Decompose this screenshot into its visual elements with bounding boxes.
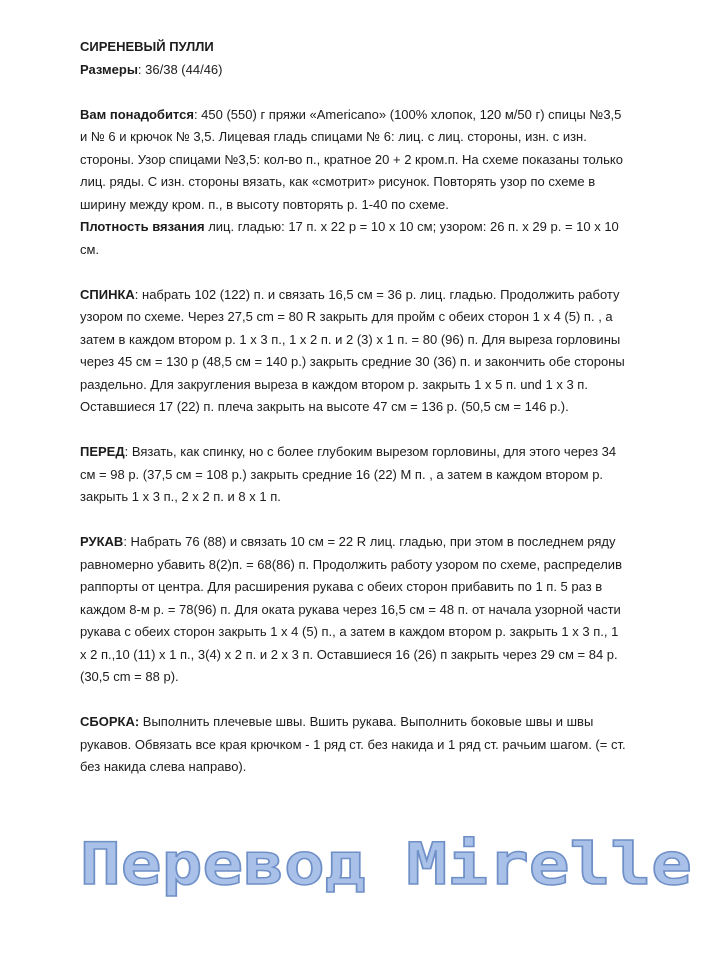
- gauge-line: см.: [80, 241, 100, 257]
- sleeve-line: раппорты от центра. Для расширения рукава с обеих сторон прибавить по 1 п. 5 раз в: [80, 579, 603, 594]
- sleeve-line: равномерно убавить 8(2)п. = 68(86) п. Продолжить работу узором по схеме, распределив: [80, 556, 622, 572]
- spacer: [80, 689, 680, 712]
- assembly-section: [80, 711, 680, 779]
- back-line: через 45 см = 130 р (48,5 см = 140 р.) закрыть средние 30 (36) п. и закончить обе стороны: [80, 354, 625, 369]
- sizes-text: : 36/38 (44/46): [137, 61, 223, 77]
- back-line: узором по схеме. Через 27,5 cm = 80 R закрыть для пройм с обеих сторон 1 х 4 (5) п. , а: [80, 309, 613, 324]
- title-text: СИРЕНЕВЫЙ ПУЛЛИ: [80, 39, 214, 54]
- back-line: [80, 284, 680, 307]
- back-label: СПИНКА: [80, 286, 135, 302]
- sleeve-line: рукава с обеих сторон закрыть 1 х 4 (5) п., а затем в каждом втором р. закрыть 1 х 3 п., 1: [80, 624, 619, 639]
- back-line: Оставшиеся 17 (22) п. плеча закрыть на высоте 47 см = 136 р. (50,5 см = 146 р.).: [80, 399, 569, 414]
- front-line: [80, 441, 680, 464]
- sleeve-section: [80, 531, 680, 689]
- assembly-line: без накида слева направо).: [80, 759, 247, 774]
- gauge-text: лиц. гладью: 17 п. х 22 р = 10 х 10 см; узором: 26 п. х 29 р. = 10 х 10: [204, 219, 619, 234]
- sleeve-text: : Набрать 76 (88) и связать 10 см = 22 R лиц. гладью, при этом в последнем ряду: [123, 534, 616, 549]
- assembly-text: Выполнить плечевые швы. Вшить рукава. Выполнить боковые швы и швы: [139, 714, 594, 729]
- materials-section: [80, 104, 680, 217]
- sleeve-line: (30,5 cm = 88 р).: [80, 669, 179, 684]
- materials-label: Вам понадобится: [80, 106, 194, 122]
- back-text: : набрать 102 (122) п. и связать 16,5 см = 36 р. лиц. гладью. Продолжить работу: [134, 286, 620, 302]
- assembly-label: СБОРКА:: [80, 714, 140, 729]
- gauge-section: [80, 216, 680, 261]
- front-section: [80, 441, 680, 509]
- sizes-line: [80, 59, 680, 82]
- gauge-label: Плотность вязания: [80, 219, 205, 234]
- materials-line: стороны. Узор спицами №3,5: кол-во п., кратное 20 + 2 кром.п. На схеме показаны только: [80, 151, 623, 167]
- back-line: затем в каждом втором р. 1 х 3 п., 1 х 2 п. и 2 (3) х 1 п. = 80 (96) п. Для выреза горловины: [80, 331, 621, 347]
- front-text: : Вязать, как спинку, но с более глубоким вырезом горловины, для этого через 34: [124, 444, 617, 459]
- materials-text: : 450 (550) г пряжи «Americano» (100% хлопок, 120 м/50 г) спицы №3,5: [193, 106, 622, 122]
- back-line: раздельно. Для закругления выреза в каждом втором р. закрыть 1 х 5 п. und 1 х 3 п.: [80, 376, 588, 392]
- spacer: [80, 509, 680, 532]
- spacer: [80, 261, 680, 284]
- document-title: [80, 36, 680, 59]
- back-section: [80, 284, 680, 419]
- materials-line: ширину между кром. п., в высоту повторять р. 1-40 по схеме.: [80, 196, 449, 212]
- materials-line: и № 6 и крючок № 3,5. Лицевая гладь спицами № 6: лиц. с лиц. стороны, изн. с изн.: [80, 129, 587, 144]
- watermark: [78, 818, 698, 908]
- assembly-line: [80, 711, 680, 734]
- assembly-line: рукавов. Обвязать все края крючком - 1 ряд ст. без накида и 1 ряд ст. рачьим шагом. (= ст.: [80, 736, 626, 752]
- materials-line: лиц. ряды. С изн. стороны вязать, как «смотрит» рисунок. Повторять узор по схеме в: [80, 174, 596, 189]
- materials-line: [80, 104, 680, 127]
- watermark-text: Перевод Mirelle: [80, 830, 692, 898]
- spacer: [80, 419, 680, 442]
- sleeve-line: х 2 п.,10 (11) х 1 п., 3(4) х 2 п. и 2 х 3 п. Оставшиеся 16 (26) п закрыть через 29 см = 84 р.: [80, 646, 618, 662]
- sizes-label: Размеры: [80, 61, 138, 77]
- front-line: см = 98 р. (37,5 см = 108 р.) закрыть средние 16 (22) М п. , а затем в каждом втором р.: [80, 466, 604, 482]
- front-line: закрыть 1 х 3 п., 2 х 2 п. и 8 х 1 п.: [80, 489, 281, 504]
- spacer: [80, 81, 680, 104]
- sleeve-line: каждом 8-м р. = 78(96) п. Для оката рукава через 16,5 см = 48 п. от начала узорной части: [80, 601, 621, 617]
- gauge-line: [80, 216, 680, 239]
- sleeve-label: РУКАВ: [80, 534, 124, 549]
- sleeve-line: [80, 531, 680, 554]
- front-label: ПЕРЕД: [80, 444, 125, 459]
- pattern-document: [80, 36, 680, 779]
